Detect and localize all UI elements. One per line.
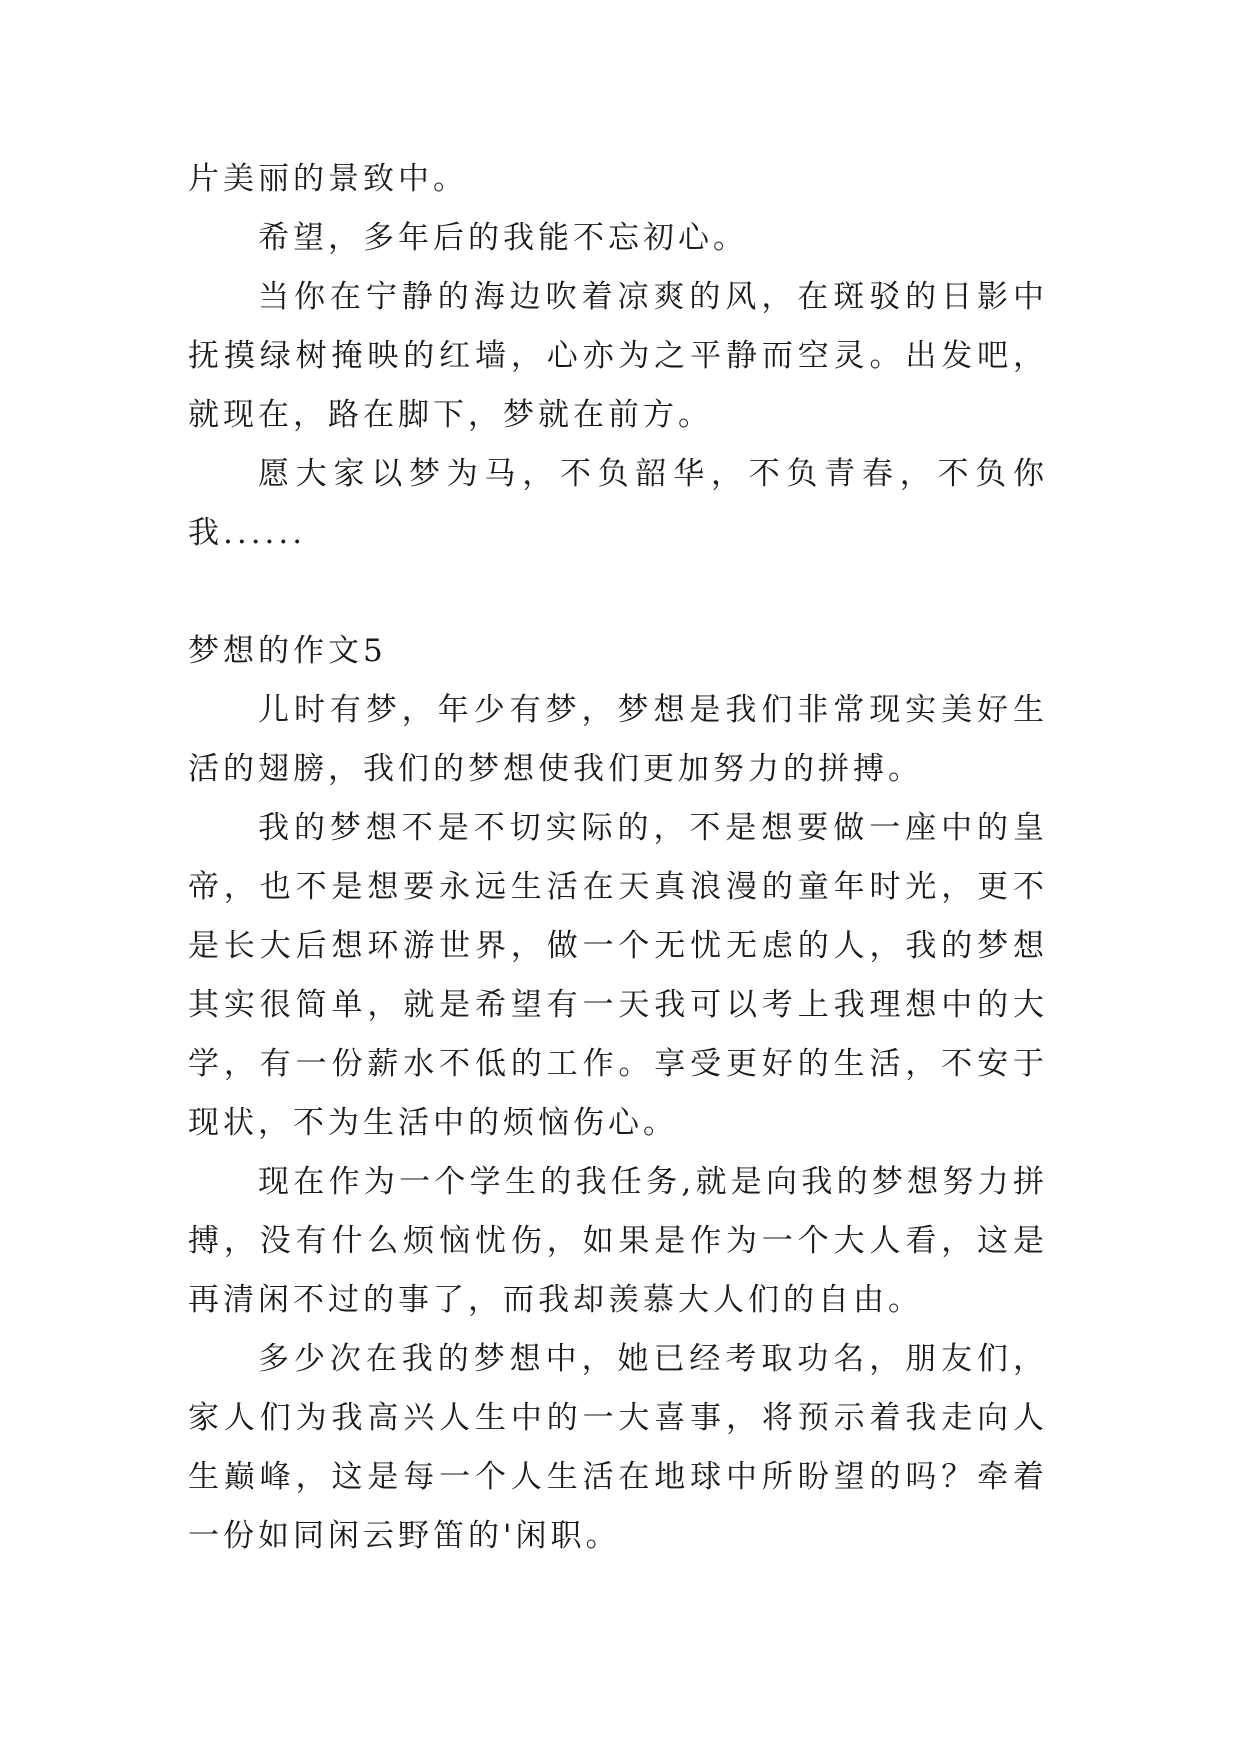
paragraph: 愿大家以梦为马，不负韶华，不负青春，不负你我...... [188, 456, 1048, 551]
section-title: 梦想的作文5 [188, 633, 387, 669]
paragraph: 希望，多年后的我能不忘初心。 [258, 220, 748, 256]
paragraph: 我的梦想不是不切实际的，不是想要做一座中的皇帝，也不是想要永远生活在天真浪漫的童年时光，更不是长大后想环游世界，做一个无忧无虑的人，我的梦想其实很简单，就是希望有一天我可以考上我理想中的大学，有一份薪水不低的工作。享受更好的生活，不安于现状，不为生活中的烦恼伤心。 [188, 810, 1048, 1141]
paragraph-continued: 片美丽的景致中。 [188, 161, 468, 197]
paragraph: 当你在宁静的海边吹着凉爽的风，在斑驳的日影中抚摸绿树掩映的红墙，心亦为之平静而空灵。出发吧，就现在，路在脚下，梦就在前方。 [188, 279, 1048, 433]
paragraph: 现在作为一个学生的我任务,就是向我的梦想努力拼搏，没有什么烦恼忧伤，如果是作为一个大人看，这是再清闲不过的事了，而我却羡慕大人们的自由。 [188, 1164, 1048, 1318]
paragraph: 多少次在我的梦想中，她已经考取功名，朋友们，家人们为我高兴人生中的一大喜事，将预示着我走向人生巅峰，这是每一个人生活在地球中所盼望的吗？牵着一份如同闲云野笛的'闲职。 [188, 1341, 1048, 1554]
document-body [188, 150, 1048, 1566]
paragraph: 儿时有梦，年少有梦，梦想是我们非常现实美好生活的翅膀，我们的梦想使我们更加努力的拼搏。 [188, 692, 1048, 787]
